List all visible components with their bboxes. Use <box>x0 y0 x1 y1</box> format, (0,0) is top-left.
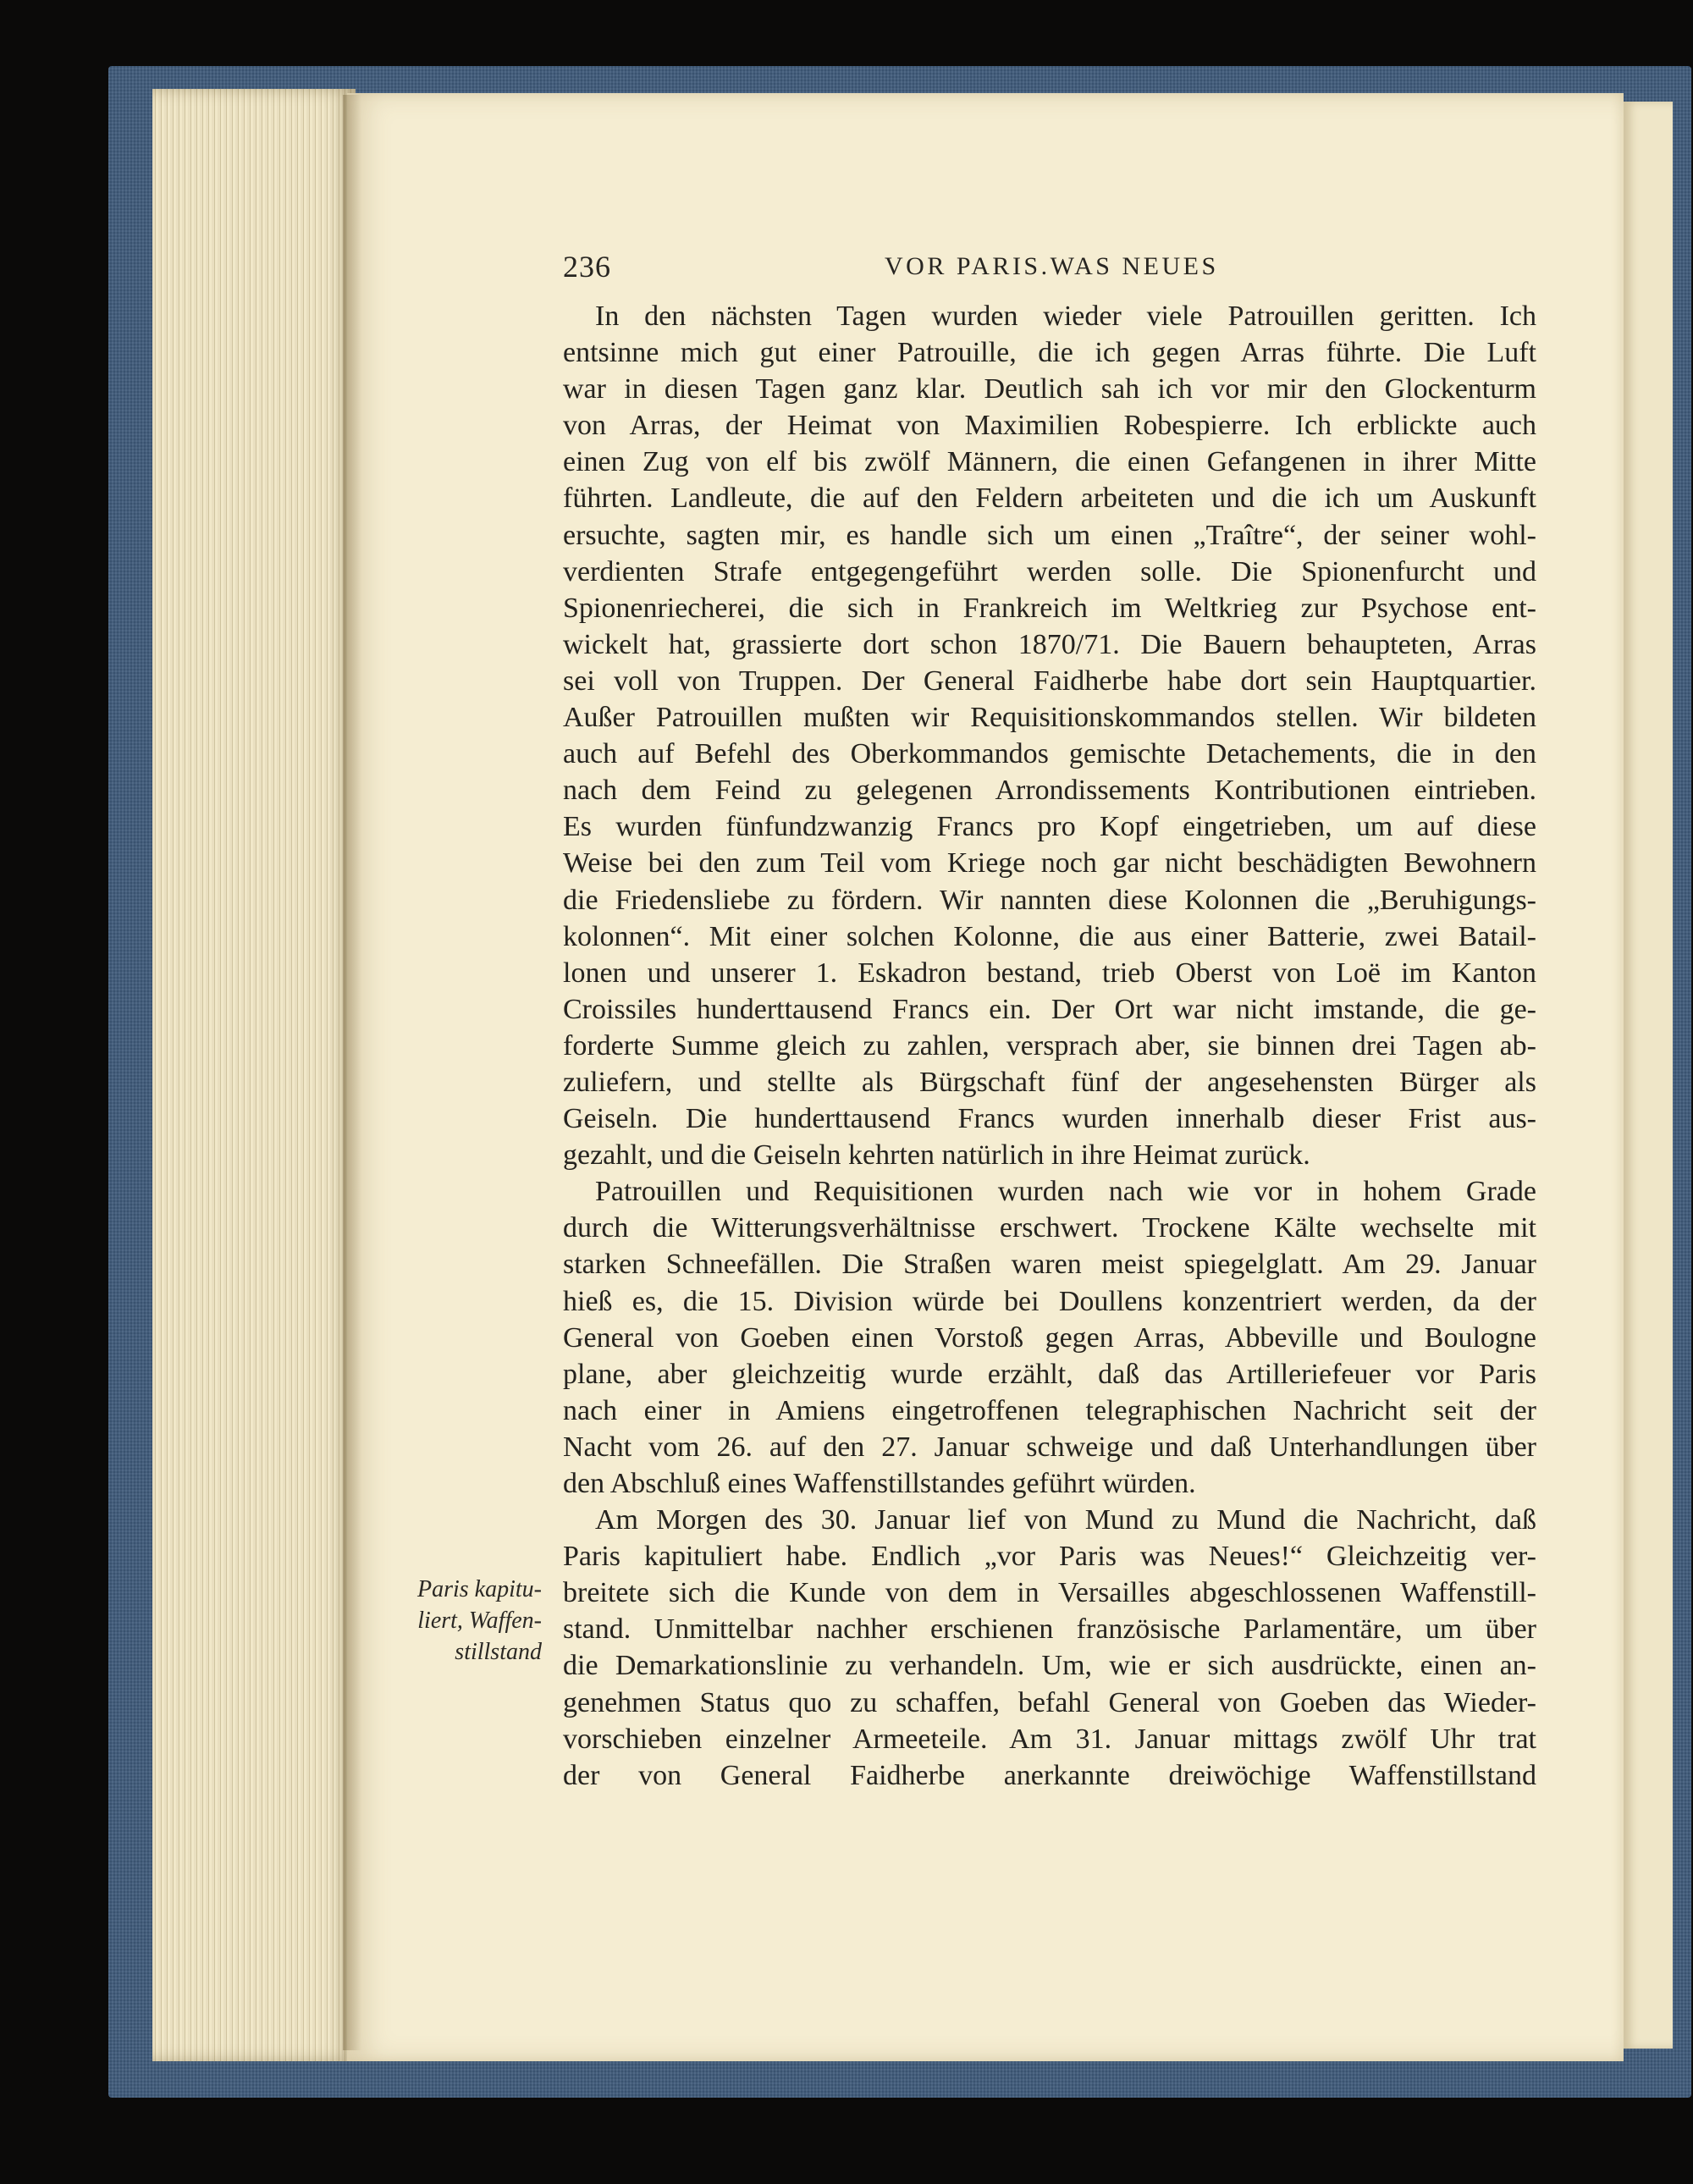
text-line: starken Schneefällen. Die Straßen waren meist spiegelglatt. Am 29. Januar <box>563 1249 1536 1281</box>
margin-note-line: Paris kapitu- <box>417 1576 542 1602</box>
margin-note <box>360 1574 542 1668</box>
text-line: nach einer in Amiens eingetroffenen telegraphischen Nachricht seit der <box>563 1394 1536 1426</box>
body-text <box>563 298 1536 1794</box>
text-line: Patrouillen und Requisitionen wurden nach wie vor in hohem Grade <box>595 1176 1536 1208</box>
text-line: vorschieben einzelner Armeeteile. Am 31. Januar mittags zwölf Uhr trat <box>563 1723 1536 1755</box>
margin-note-line: liert, Waffen- <box>417 1608 542 1634</box>
text-line: den Abschluß eines Waffenstillstandes geführt würden. <box>563 1468 1196 1499</box>
text-line: sei voll von Truppen. Der General Faidherbe habe dort sein Hauptquartier. <box>563 665 1536 697</box>
text-line: General von Goeben einen Vorstoß gegen Arras, Abbeville und Boulogne <box>563 1321 1536 1354</box>
text-line: auch auf Befehl des Oberkommandos gemischte Detachements, die in den <box>563 738 1536 770</box>
margin-note-line: stillstand <box>455 1639 542 1665</box>
text-line: gezahlt, und die Geiseln kehrten natürlich in ihre Heimat zurück. <box>563 1139 1310 1172</box>
page-header <box>0 249 1693 291</box>
text-line: hieß es, die 15. Division würde bei Doullens konzentriert werden, da der <box>563 1285 1536 1317</box>
text-line: lonen und unserer 1. Eskadron bestand, trieb Oberst von Loë im Kanton <box>563 957 1536 989</box>
page-number: 236 <box>563 250 611 284</box>
text-line: stand. Unmittelbar nachher erschienen französische Parlamentäre, um über <box>563 1613 1536 1646</box>
text-line: Weise bei den zum Teil vom Kriege noch gar nicht beschädigten Bewohnern <box>563 847 1536 880</box>
page-gutter <box>343 95 361 2050</box>
text-line: genehmen Status quo zu schaffen, befahl General von Goeben das Wieder- <box>563 1686 1536 1718</box>
text-line: Es wurden fünfundzwanzig Francs pro Kopf eingetrieben, um auf diese <box>563 811 1536 843</box>
running-head: VOR PARIS.WAS NEUES <box>885 252 1219 280</box>
text-line: nach dem Feind zu gelegenen Arrondissements Kontributionen eintrieben. <box>563 775 1536 807</box>
text-line: Nacht vom 26. auf den 27. Januar schweige und daß Unterhandlungen über <box>563 1431 1536 1463</box>
text-line: wickelt hat, grassierte dort schon 1870/71. Die Bauern behaupteten, Arras <box>563 628 1536 660</box>
text-line: entsinne mich gut einer Patrouille, die ich gegen Arras führte. Die Luft <box>563 337 1536 369</box>
text-line: In den nächsten Tagen wurden wieder viele Patrouillen geritten. Ich <box>595 301 1536 332</box>
text-line: Paris kapituliert habe. Endlich „vor Paris was Neues!“ Gleichzeitig ver- <box>563 1541 1536 1573</box>
text-line: Geiseln. Die hunderttausend Francs wurden innerhalb dieser Frist aus- <box>563 1103 1536 1135</box>
text-line: durch die Witterungsverhältnisse erschwert. Trockene Kälte wechselte mit <box>563 1212 1536 1244</box>
text-line: Am Morgen des 30. Januar lief von Mund zu Mund die Nachricht, daß <box>595 1504 1536 1536</box>
page-edges <box>152 89 356 2061</box>
text-line: die Demarkationslinie zu verhandeln. Um, wie er sich ausdrückte, einen an- <box>563 1650 1536 1682</box>
text-line: Außer Patrouillen mußten wir Requisitionskommandos stellen. Wir bildeten <box>563 702 1536 734</box>
text-line: breitete sich die Kunde von dem in Versailles abgeschlossenen Waffenstill- <box>563 1577 1536 1609</box>
text-line: der von General Faidherbe anerkannte dreiwöchige Waffenstillstand <box>563 1759 1536 1791</box>
text-line: verdienten Strafe entgegengeführt werden solle. Die Spionenfurcht und <box>563 555 1536 587</box>
text-line: einen Zug von elf bis zwölf Männern, die einen Gefangenen in ihrer Mitte <box>563 446 1536 478</box>
text-line: forderte Summe gleich zu zahlen, versprach aber, sie binnen drei Tagen ab- <box>563 1029 1536 1062</box>
text-line: war in diesen Tagen ganz klar. Deutlich sah ich vor mir den Glockenturm <box>563 373 1536 405</box>
text-line: plane, aber gleichzeitig wurde erzählt, daß das Artilleriefeuer vor Paris <box>563 1358 1536 1390</box>
text-line: führten. Landleute, die auf den Feldern arbeiteten und die ich um Auskunft <box>563 483 1536 515</box>
text-line: von Arras, der Heimat von Maximilien Robespierre. Ich erblickte auch <box>563 410 1536 442</box>
text-line: kolonnen“. Mit einer solchen Kolonne, die aus einer Batterie, zwei Batail- <box>563 920 1536 952</box>
text-line: zuliefern, und stellte als Bürgschaft fünf der angesehensten Bürger als <box>563 1066 1536 1098</box>
text-line: Croissiles hunderttausend Francs ein. Der Ort war nicht imstande, die ge- <box>563 993 1536 1025</box>
text-line: ersuchte, sagten mir, es handle sich um einen „Traître“, der seiner wohl- <box>563 519 1536 551</box>
text-line: Spionenriecherei, die sich in Frankreich im Weltkrieg zur Psychose ent- <box>563 592 1536 624</box>
text-line: die Friedensliebe zu fördern. Wir nannten diese Kolonnen die „Beruhigungs- <box>563 884 1536 916</box>
next-page-edge <box>1624 102 1673 2049</box>
